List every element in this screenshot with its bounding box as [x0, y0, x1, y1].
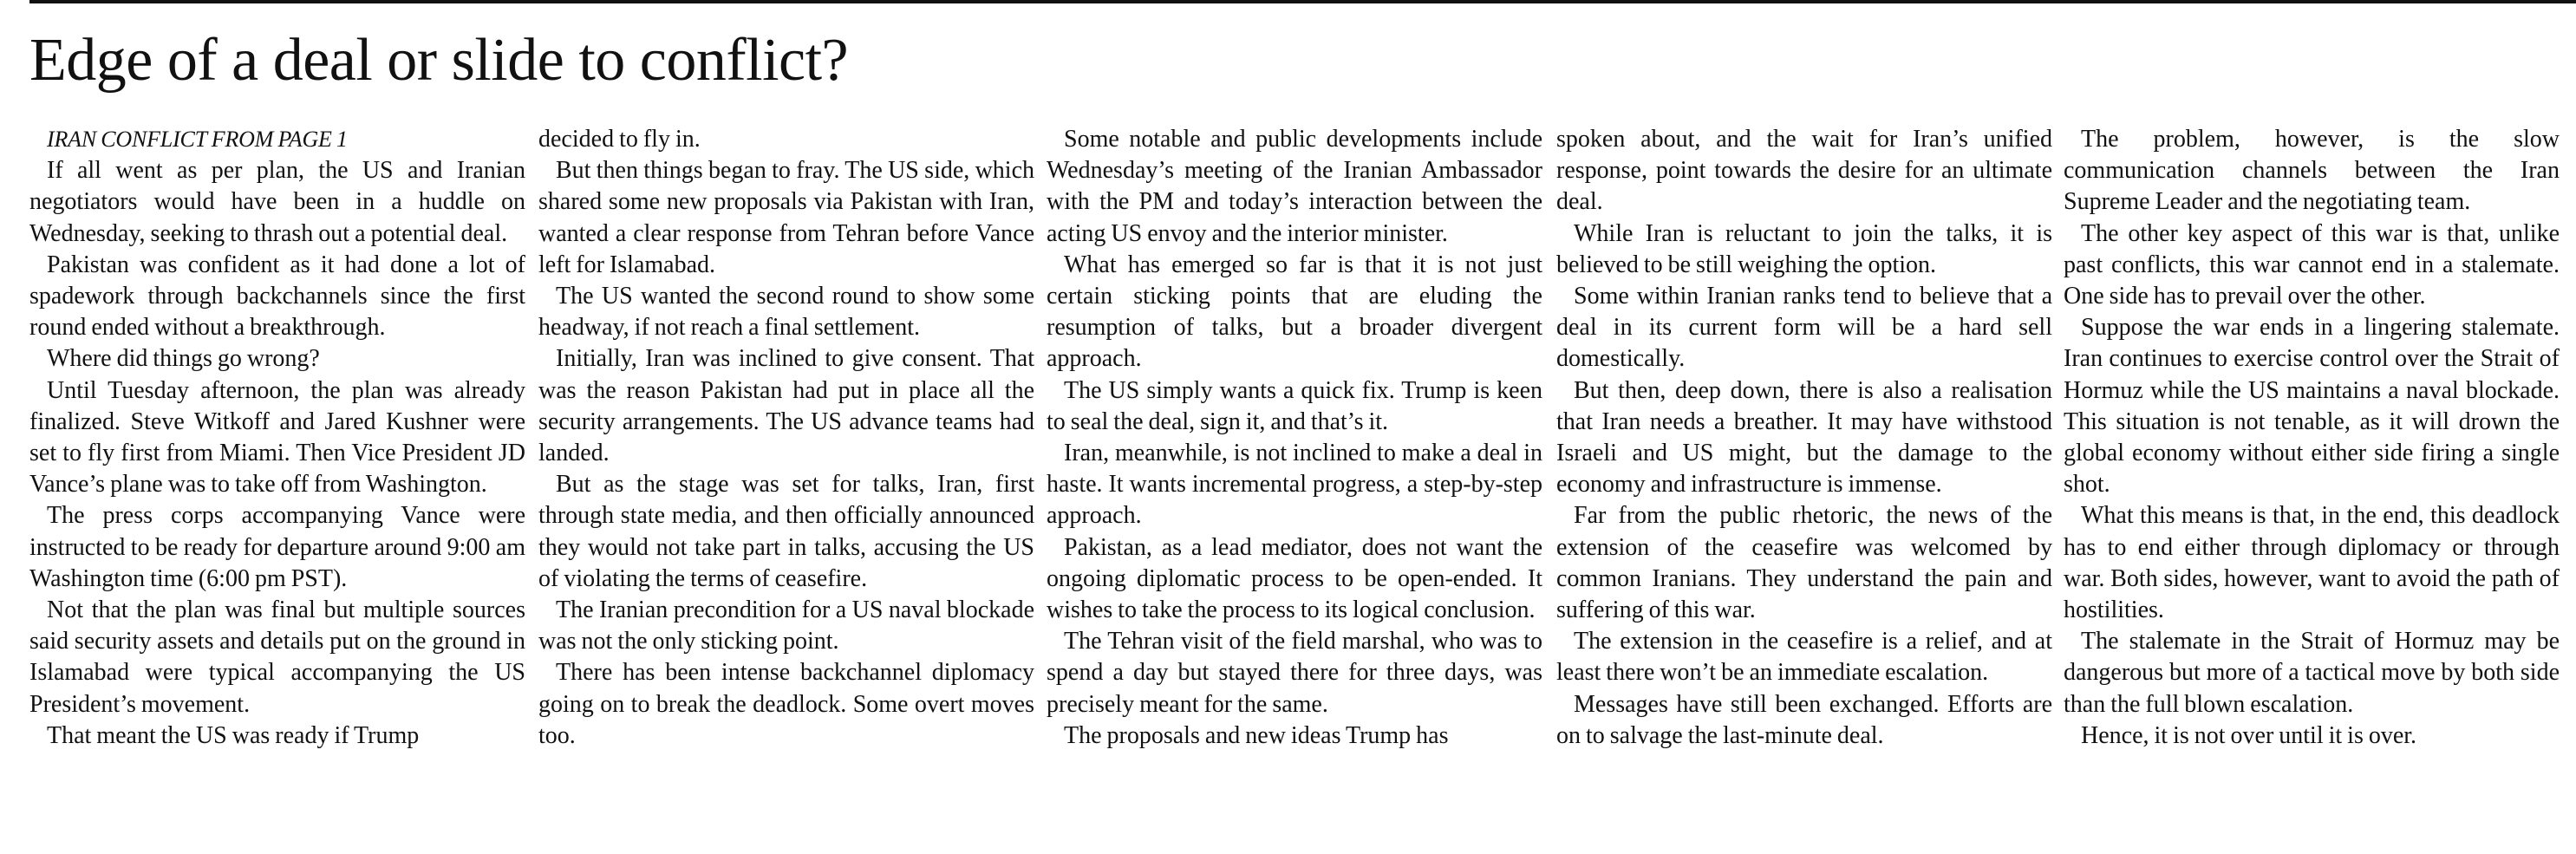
paragraph: Where did things go wrong?: [47, 345, 320, 373]
paragraph: Suppose the war ends in a lingering stalemate. Iran continues to exercise control over the Strait of Hormuz while the US maintains a naval blockade. This situation is not tenable, as it will drown the global economy without either side firing a single shot.: [2064, 314, 2560, 499]
paragraph: Pakistan, as a lead mediator, does not want the ongoing diplomatic process to be open-ended. It wishes to take the process to its logical conclusion.: [1047, 533, 1542, 624]
paragraph: That meant the US was ready if Trump: [47, 721, 420, 749]
top-rule: [29, 0, 2576, 3]
paragraph: But then things began to fray. The US side, which shared some new proposals via Pakistan with Iran, wanted a clear response from Tehran before Vance left for Islamabad.: [538, 157, 1034, 278]
article-column-3: [1047, 124, 1542, 752]
paragraph: Initially, Iran was inclined to give consent. That was the reason Pakistan had put in place all the security arrangements. The US advance teams had landed.: [538, 345, 1034, 467]
article-headline: Edge of a deal or slide to conflict?: [29, 27, 849, 94]
paragraph: Iran, meanwhile, is not inclined to make a deal in haste. It wants incremental progress, a step-by-step approach.: [1047, 440, 1542, 530]
paragraph: Messages have still been exchanged. Efforts are on to salvage the last-minute deal.: [1556, 690, 2052, 749]
paragraph: But as the stage was set for talks, Iran, first through state media, and then officially announced they would not take part in talks, accusing the US of violating the terms of ceasefire.: [538, 471, 1034, 592]
paragraph: While Iran is reluctant to join the talks, it is believed to be still weighing the option.: [1556, 219, 2052, 278]
paragraph: What this means is that, in the end, this deadlock has to end either through diplomacy or through war. Both sides, however, want to avoid the path of hostilities.: [2064, 502, 2560, 624]
paragraph: Pakistan was confident as it had done a lot of spadework through backchannels since the first round ended without a breakthrough.: [29, 251, 525, 342]
paragraph: But then, deep down, there is also a realisation that Iran needs a breather. It may have withstood Israeli and US might, but the damage to the economy and infrastructure is immense.: [1556, 376, 2052, 499]
paragraph: Hence, it is not over until it is over.: [2081, 721, 2417, 749]
paragraph: What has emerged so far is that it is not just certain sticking points that are eluding the resumption of talks, but a broader divergent approach.: [1047, 251, 1542, 373]
paragraph: The extension in the ceasefire is a relief, and at least there won’t be an immediate escalation.: [1556, 628, 2052, 687]
article-column-2: [538, 124, 1034, 752]
article-column-4: [1556, 124, 2052, 752]
article-column-5: [2064, 124, 2560, 752]
paragraph: The Tehran visit of the field marshal, who was to spend a day but stayed there for three days, was precisely meant for the same.: [1047, 628, 1542, 718]
paragraph: The press corps accompanying Vance were instructed to be ready for departure around 9:00 am Washington time (6:00 pm PST).: [29, 502, 525, 592]
paragraph: The other key aspect of this war is that, unlike past conflicts, this war cannot end in a stalemate. One side has to prevail over the other.: [2064, 219, 2560, 310]
paragraph: Some notable and public developments include Wednesday’s meeting of the Iranian Ambassador with the PM and today’s interaction between the acting US envoy and the interior minister.: [1047, 126, 1542, 247]
article-column-1: [29, 124, 525, 752]
paragraph: Far from the public rhetoric, the news of the extension of the ceasefire was welcomed by common Iranians. They understand the pain and suffering of this war.: [1556, 502, 2052, 624]
paragraph: The Iranian precondition for a US naval blockade was not the only sticking point.: [538, 596, 1034, 655]
paragraph: The US simply wants a quick fix. Trump is keen to seal the deal, sign it, and that’s it.: [1047, 376, 1542, 435]
paragraph: The US wanted the second round to show some headway, if not reach a final settlement.: [538, 283, 1034, 342]
paragraph: The stalemate in the Strait of Hormuz may be dangerous but more of a tactical move by both side than the full blown escalation.: [2064, 628, 2560, 718]
article-body: [29, 124, 2561, 844]
paragraph: There has been intense backchannel diplomacy going on to break the deadlock. Some overt moves too.: [538, 659, 1034, 749]
paragraph: Not that the plan was final but multiple sources said security assets and details put on the ground in Islamabad were typical accompanying the US President’s movement.: [29, 596, 525, 718]
paragraph-continued: decided to fly in.: [538, 126, 701, 153]
jump-line: IRAN CONFLICT FROM PAGE 1: [47, 127, 348, 152]
paragraph: If all went as per plan, the US and Iranian negotiators would have been in a huddle on Wednesday, seeking to thrash out a potential deal.: [29, 157, 525, 247]
paragraph: The proposals and new ideas Trump has: [1064, 721, 1449, 749]
paragraph-continued: spoken about, and the wait for Iran’s unified response, point towards the desire for an ultimate deal.: [1556, 126, 2052, 216]
paragraph: Some within Iranian ranks tend to believe that a deal in its current form will be a hard sell domestically.: [1556, 283, 2052, 373]
paragraph: The problem, however, is the slow communication channels between the Iran Supreme Leader and the negotiating team.: [2064, 126, 2560, 216]
paragraph: Until Tuesday afternoon, the plan was already finalized. Steve Witkoff and Jared Kushner were set to fly first from Miami. Then Vice President JD Vance’s plane was to take off from Washington.: [29, 376, 525, 499]
